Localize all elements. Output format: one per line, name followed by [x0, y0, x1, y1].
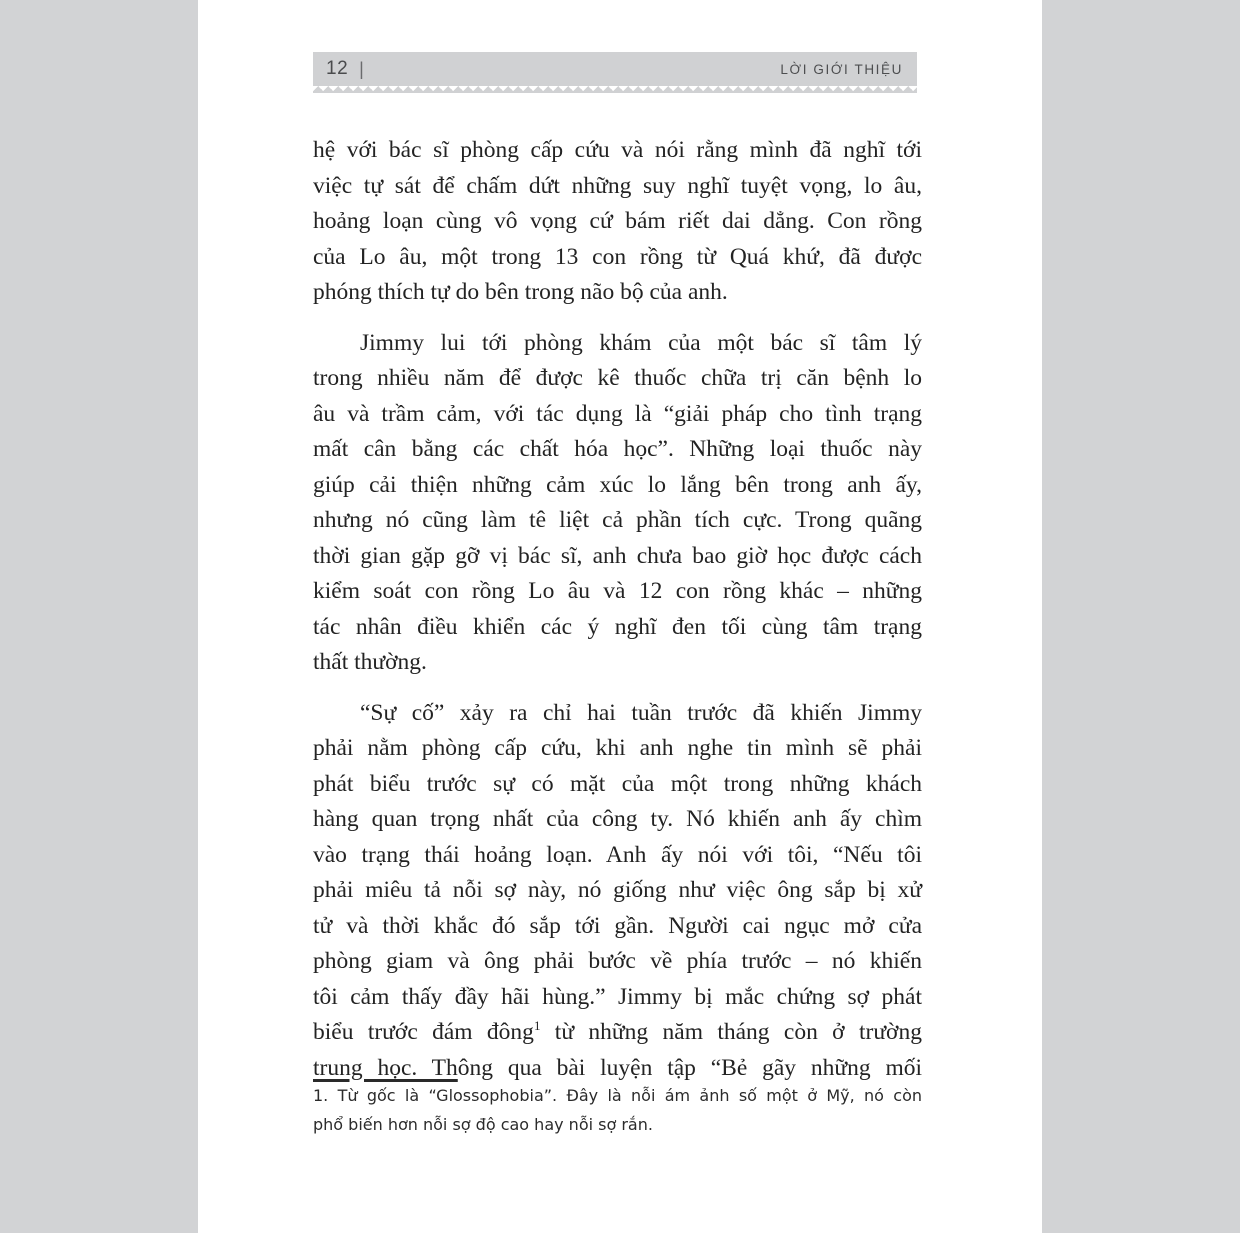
band-sawtooth-edge — [313, 86, 917, 93]
text-line: mất cân bằng các chất hóa học”. Những loại thuốc này — [313, 436, 922, 462]
text-line: phòng giam và ông phải bước về phía trước – nó khiến — [313, 948, 922, 974]
paragraph — [313, 696, 922, 1087]
page-number: 12 — [326, 58, 349, 79]
text-line: phóng thích tự do bên trong não bộ của anh. — [313, 279, 728, 305]
text-line: hoảng loạn cùng vô vọng cứ bám riết dai dẳng. Con rồng — [313, 208, 922, 234]
text-line: “Sự cố” xảy ra chỉ hai tuần trước đã khiến Jimmy — [360, 699, 922, 726]
paragraph — [313, 326, 922, 681]
text-line: tử và thời khắc đó sắp tới gần. Người cai ngục mở cửa — [313, 912, 922, 939]
text-line: trong nhiều năm để được kê thuốc chữa trị căn bệnh lo — [313, 365, 922, 391]
underlined-text: trung học. Th — [313, 1054, 458, 1081]
footnote-line: phổ biến hơn nỗi sợ độ cao hay nỗi sợ rắn. — [313, 1115, 653, 1134]
text-line: phát biểu trước sự có mặt của một trong những khách — [313, 770, 922, 797]
paragraph — [313, 133, 922, 311]
text-line: âu và trầm cảm, với tác dụng là “giải pháp cho tình trạng — [313, 400, 922, 427]
background-right-margin — [1042, 0, 1240, 1233]
text-line: Jimmy lui tới phòng khám của một bác sĩ tâm lý — [360, 329, 922, 356]
book-page — [198, 0, 1042, 1240]
text-line: giúp cải thiện những cảm xúc lo lắng bên trong anh ấy, — [313, 471, 922, 498]
page-number-group — [326, 58, 364, 80]
text-line: thất thường. — [313, 649, 427, 675]
text-line: trung học. Thông qua bài luyện tập “Bẻ gãy những mối — [313, 1054, 922, 1081]
footnote-line: 1. Từ gốc là “Glossophobia”. Đây là nỗi ám ảnh số một ở Mỹ, nó còn — [313, 1086, 922, 1105]
text-line: phải miêu tả nỗi sợ này, nó giống như việc ông sắp bị xử — [313, 877, 922, 903]
text-line: thời gian gặp gỡ vị bác sĩ, anh chưa bao giờ học được cách — [313, 542, 922, 569]
section-title: LỜI GIỚI THIỆU — [780, 61, 903, 77]
page-header-band — [313, 52, 917, 86]
footnote-ref: 1 — [533, 1018, 541, 1034]
text-line: của Lo âu, một trong 13 con rồng từ Quá khứ, đã được — [313, 243, 922, 270]
header-separator: | — [359, 58, 364, 79]
text-line: việc tự sát để chấm dứt những suy nghĩ tuyệt vọng, lo âu, — [313, 172, 922, 199]
text-line: nhưng nó cũng làm tê liệt cả phần tích cực. Trong quãng — [313, 507, 922, 533]
text-line: hàng quan trọng nhất của công ty. Nó khiến anh ấy chìm — [313, 806, 922, 832]
footnote — [313, 1081, 922, 1139]
text-line: phải nằm phòng cấp cứu, khi anh nghe tin mình sẽ phải — [313, 735, 922, 761]
text-line: tác nhân điều khiển các ý nghĩ đen tối cùng tâm trạng — [313, 613, 922, 640]
background-left-margin — [0, 0, 198, 1233]
body-paragraphs — [313, 133, 922, 1086]
text-line: biểu trước đám đông$^1$ từ những năm tháng còn ở trường — [313, 1018, 922, 1045]
text-line: tôi cảm thấy đầy hãi hùng.” Jimmy bị mắc chứng sợ phát — [313, 983, 922, 1010]
text-line: hệ với bác sĩ phòng cấp cứu và nói rằng mình đã nghĩ tới — [313, 137, 922, 163]
text-line: vào trạng thái hoảng loạn. Anh ấy nói với tôi, “Nếu tôi — [313, 841, 922, 868]
text-line: kiểm soát con rồng Lo âu và 12 con rồng khác – những — [313, 578, 922, 604]
